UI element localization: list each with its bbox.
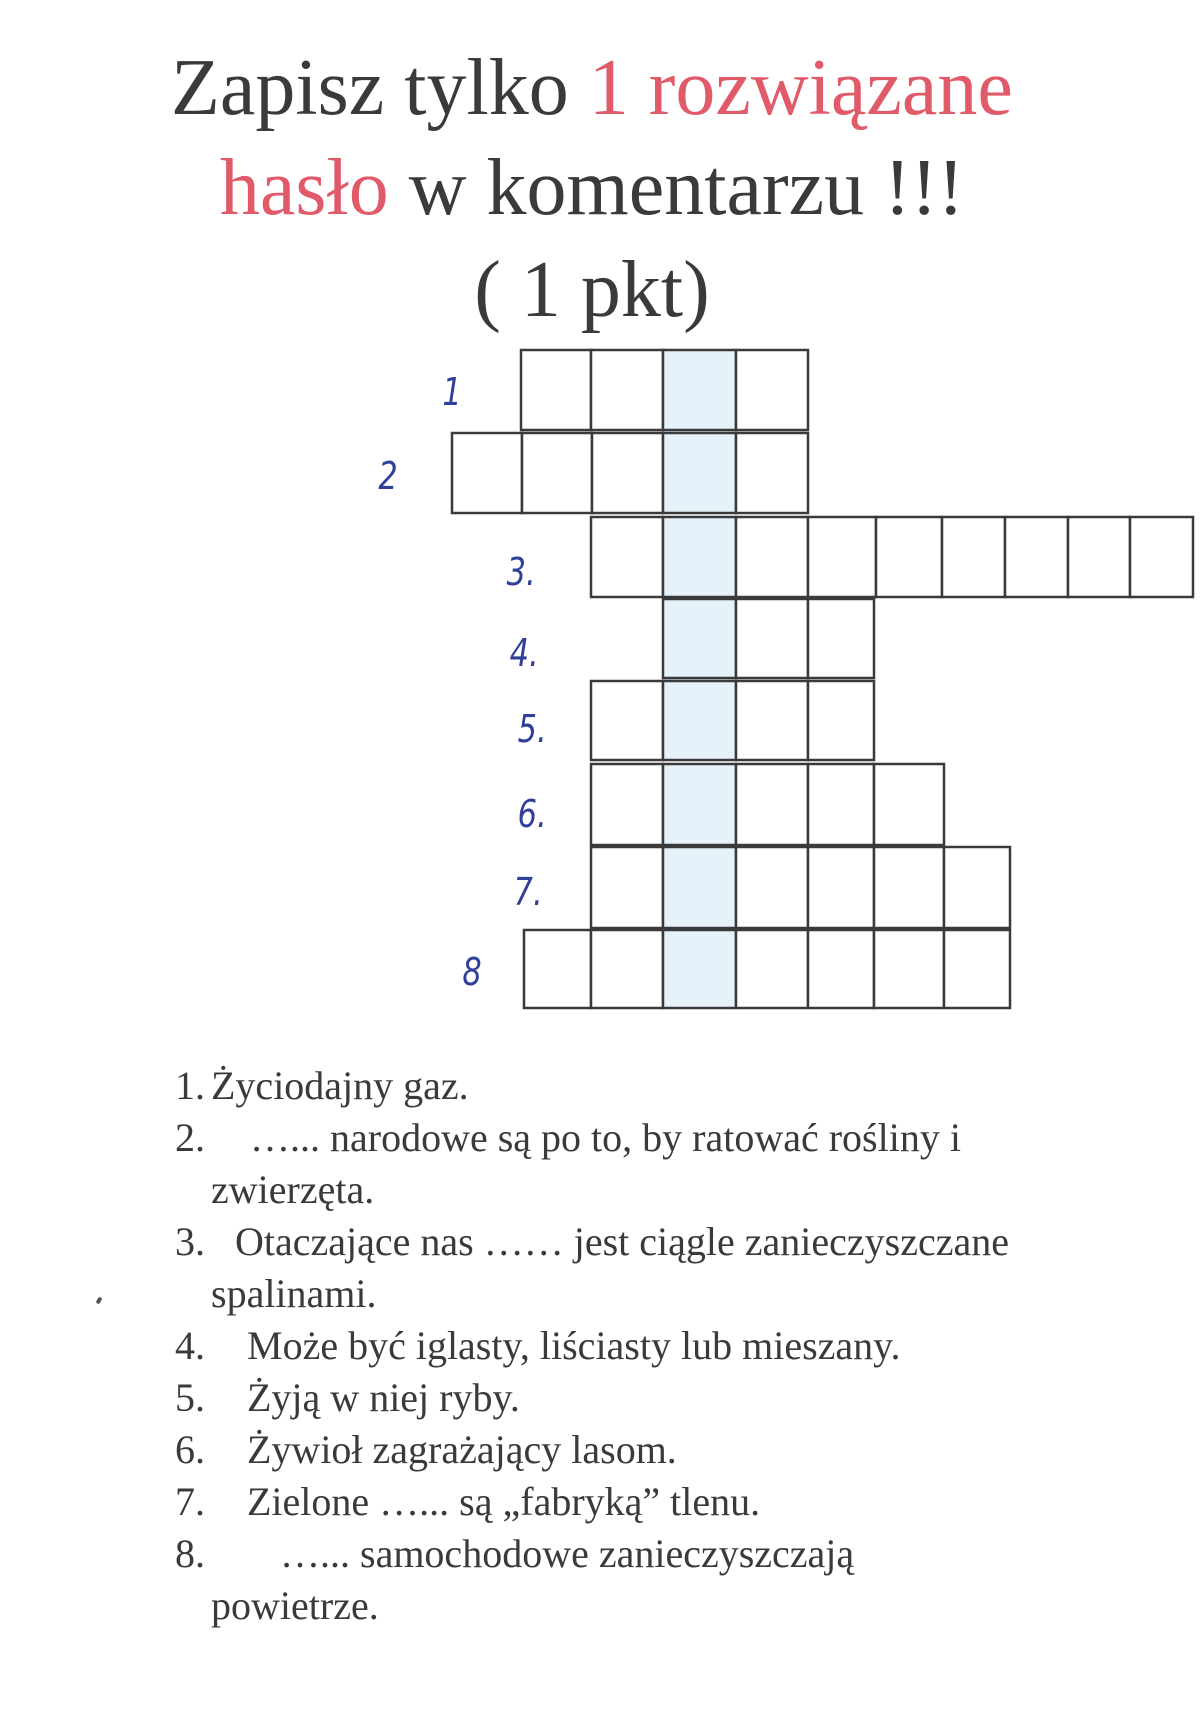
clue-number: 2. bbox=[175, 1115, 205, 1160]
clue-text: Żywioł zagrażający lasom. bbox=[247, 1427, 677, 1472]
solution-cell bbox=[663, 930, 736, 1008]
crossword-cell bbox=[736, 930, 808, 1008]
clue-item bbox=[175, 1528, 1135, 1632]
title-text: w komentarzu !!! bbox=[408, 144, 965, 232]
row-label-5: 5. bbox=[517, 707, 547, 751]
points-label: ( 1 pkt) bbox=[474, 246, 710, 334]
crossword-cell bbox=[942, 517, 1005, 597]
crossword-cell bbox=[808, 517, 876, 597]
clue-item bbox=[175, 1216, 1135, 1320]
clue-text: Życiodajny gaz. bbox=[211, 1063, 469, 1108]
crossword-cell bbox=[592, 433, 663, 513]
clue-number: 5. bbox=[175, 1375, 205, 1420]
clue-text: Zielone …... są „fabryką” tlenu. bbox=[247, 1479, 761, 1524]
clue-number: 6. bbox=[175, 1427, 205, 1472]
solution-cell bbox=[663, 764, 736, 845]
crossword-cell bbox=[1005, 517, 1068, 597]
crossword-cell bbox=[521, 350, 591, 430]
crossword-cell bbox=[874, 930, 944, 1008]
title-highlight: hasło bbox=[219, 144, 389, 232]
crossword-cell bbox=[591, 930, 663, 1008]
solution-cell bbox=[663, 599, 736, 678]
clue-continuation: spalinami. bbox=[211, 1271, 377, 1316]
title-text: Zapisz tylko bbox=[171, 44, 569, 132]
crossword-cell bbox=[808, 847, 874, 928]
crossword-cell bbox=[591, 350, 663, 430]
solution-cell bbox=[663, 517, 736, 597]
crossword-cell bbox=[591, 681, 663, 760]
solution-cell bbox=[663, 433, 736, 513]
clue-continuation: powietrze. bbox=[211, 1583, 379, 1628]
row-label-3: 3. bbox=[506, 550, 536, 594]
crossword-cell bbox=[736, 350, 808, 430]
crossword-cell bbox=[944, 847, 1010, 928]
crossword-cell bbox=[591, 847, 663, 928]
clue-item bbox=[175, 1112, 1135, 1216]
clue-text: …... narodowe są po to, by ratować rośliny i bbox=[250, 1115, 961, 1160]
crossword-cell bbox=[736, 764, 808, 845]
clue-text: …... samochodowe zanieczyszczają bbox=[280, 1531, 855, 1576]
clue-text: Może być iglasty, liściasty lub mieszany. bbox=[247, 1323, 901, 1368]
clue-number: 3. bbox=[175, 1219, 205, 1264]
clue-text: Otaczające nas …… jest ciągle zanieczyszczane bbox=[235, 1219, 1009, 1264]
clue-list bbox=[175, 1060, 1135, 1632]
crossword-cell bbox=[736, 599, 808, 678]
clue-item bbox=[175, 1060, 1135, 1112]
crossword-cell bbox=[736, 433, 808, 513]
row-label-8: 8 bbox=[462, 950, 482, 994]
clue-text: Żyją w niej ryby. bbox=[247, 1375, 520, 1420]
crossword-cell bbox=[808, 681, 874, 760]
clue-number: 8. bbox=[175, 1531, 205, 1576]
clue-item bbox=[175, 1424, 1135, 1476]
row-label-4: 4. bbox=[509, 631, 539, 675]
solution-cell bbox=[663, 681, 736, 760]
title-highlight: 1 rozwiązane bbox=[588, 44, 1013, 132]
crossword-cell bbox=[591, 764, 663, 845]
clue-item bbox=[175, 1372, 1135, 1424]
crossword-cell bbox=[591, 517, 663, 597]
crossword-cell bbox=[524, 930, 591, 1008]
clue-number: 1. bbox=[175, 1063, 205, 1108]
crossword-cell bbox=[874, 764, 944, 845]
solution-cell bbox=[663, 847, 736, 928]
crossword-cell bbox=[808, 930, 874, 1008]
crossword-cell bbox=[736, 517, 808, 597]
crossword-cell bbox=[1068, 517, 1130, 597]
clue-continuation: zwierzęta. bbox=[211, 1167, 375, 1212]
row-label-7: 7. bbox=[513, 870, 543, 914]
clue-number: 4. bbox=[175, 1323, 205, 1368]
crossword-cell bbox=[736, 681, 808, 760]
crossword-cell bbox=[452, 433, 522, 513]
crossword-cell bbox=[874, 847, 944, 928]
row-label-2: 2 bbox=[378, 454, 398, 498]
crossword-cell bbox=[522, 433, 592, 513]
crossword-cell bbox=[876, 517, 942, 597]
row-label-6: 6. bbox=[517, 792, 547, 836]
clue-number: 7. bbox=[175, 1479, 205, 1524]
crossword-cell bbox=[1130, 517, 1193, 597]
crossword-cell bbox=[944, 930, 1010, 1008]
solution-cell bbox=[663, 350, 736, 430]
crossword-cell bbox=[736, 847, 808, 928]
clue-item bbox=[175, 1476, 1135, 1528]
crossword-cell bbox=[808, 599, 874, 678]
clue-item bbox=[175, 1320, 1135, 1372]
row-label-1: 1 bbox=[442, 370, 462, 414]
crossword-cell bbox=[808, 764, 874, 845]
